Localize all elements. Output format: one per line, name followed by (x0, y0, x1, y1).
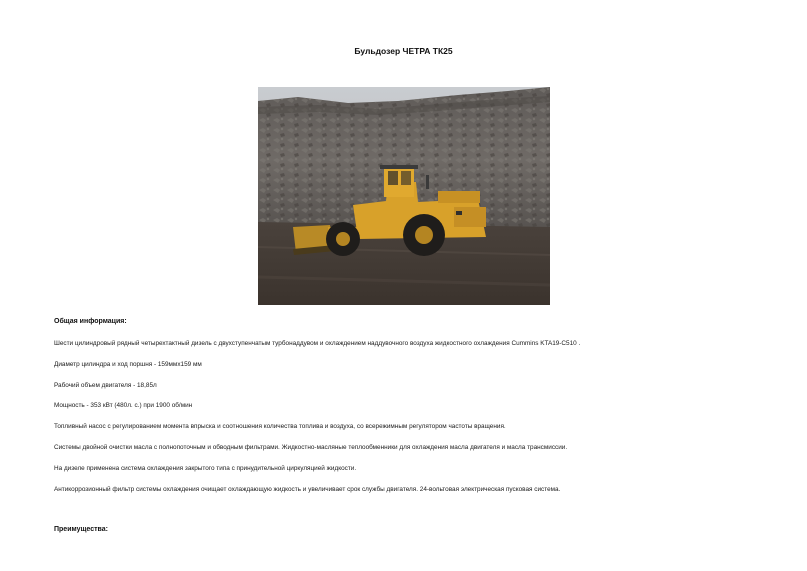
paragraph-cooling-system: На дизеле применена система охлаждения закрытого типа с принудительной циркуляцией жидкости. (54, 465, 357, 472)
advantages-heading: Преимущества: (54, 526, 108, 533)
document-title: Бульдозер ЧЕТРА ТК25 (354, 46, 453, 56)
paragraph-engine: Шести цилиндровый рядный четырехтактный дизель с двухступенчатым турбонаддувом и охлаждением наддувочного воздуха жидкостного охлаждения Cummins KTA19-C510 . (54, 340, 581, 347)
bulldozer-photo (258, 87, 550, 305)
paragraph-displacement: Рабочий объем двигателя - 18,85л (54, 382, 157, 389)
paragraph-bore-stroke: Диаметр цилиндра и ход поршня - 159ммх159 мм (54, 361, 202, 368)
paragraph-oil-filtration: Системы двойной очистки масла с полнопоточным и обводным фильтрами. Жидкостно-масляные теплообменники для охлаждения масла двигателя и масла трансмиссии. (54, 444, 568, 451)
paragraph-fuel-pump: Топливный насос с регулированием момента впрыска и соотношения количества топлива и воздуха, со всережимным регулятором частоты вращения. (54, 423, 506, 430)
general-info-heading: Общая информация: (54, 318, 127, 325)
paragraph-power: Мощность - 353 кВт (480л. с.) при 1900 об/мин (54, 402, 193, 409)
paragraph-anticorrosion-filter: Антикоррозионный фильтр системы охлаждения очищает охлаждающую жидкость и увеличивает срок службы двигателя. 24-вольтовая электрическая пусковая система. (54, 486, 561, 493)
